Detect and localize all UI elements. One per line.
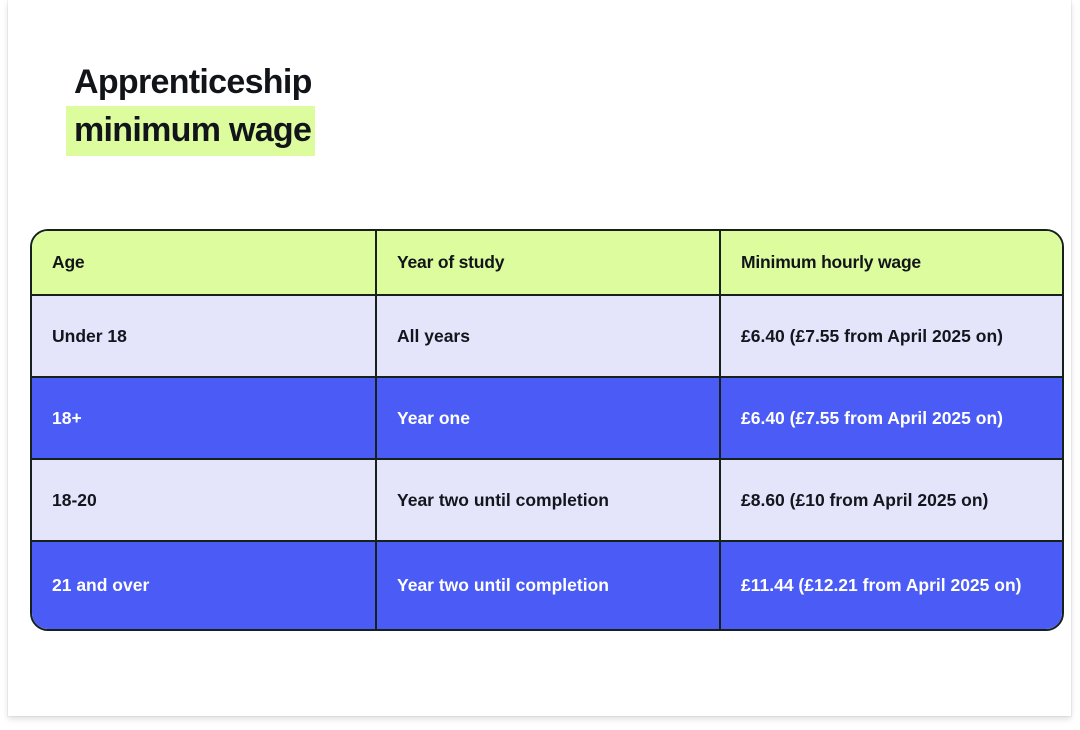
cell-year-of-study: All years [377,296,721,378]
table-header [32,231,1062,296]
cell-minimum-hourly-wage: £6.40 (£7.55 from April 2025 on) [721,296,1062,378]
cell-minimum-hourly-wage: £8.60 (£10 from April 2025 on) [721,460,1062,542]
page-title [66,60,626,156]
cell-minimum-hourly-wage: £6.40 (£7.55 from April 2025 on) [721,378,1062,460]
page-title-line-2-highlighted: minimum wage [66,106,315,156]
cell-age: 18-20 [32,460,377,542]
column-header-minimum-hourly-wage: Minimum hourly wage [721,231,1062,296]
table-row [32,378,1062,460]
cell-minimum-hourly-wage: £11.44 (£12.21 from April 2025 on) [721,542,1062,629]
cell-age: 21 and over [32,542,377,629]
table-row [32,460,1062,542]
cell-year-of-study: Year one [377,378,721,460]
column-header-age: Age [32,231,377,296]
page-card [8,0,1071,716]
cell-age: Under 18 [32,296,377,378]
cell-year-of-study: Year two until completion [377,542,721,629]
table-row [32,296,1062,378]
table-header-row [32,231,1062,296]
apprenticeship-wage-table [30,229,1064,631]
cell-age: 18+ [32,378,377,460]
table-row [32,542,1062,629]
column-header-year-of-study: Year of study [377,231,721,296]
table-body [32,296,1062,629]
page-title-line-1: Apprenticeship [74,63,312,101]
cell-year-of-study: Year two until completion [377,460,721,542]
